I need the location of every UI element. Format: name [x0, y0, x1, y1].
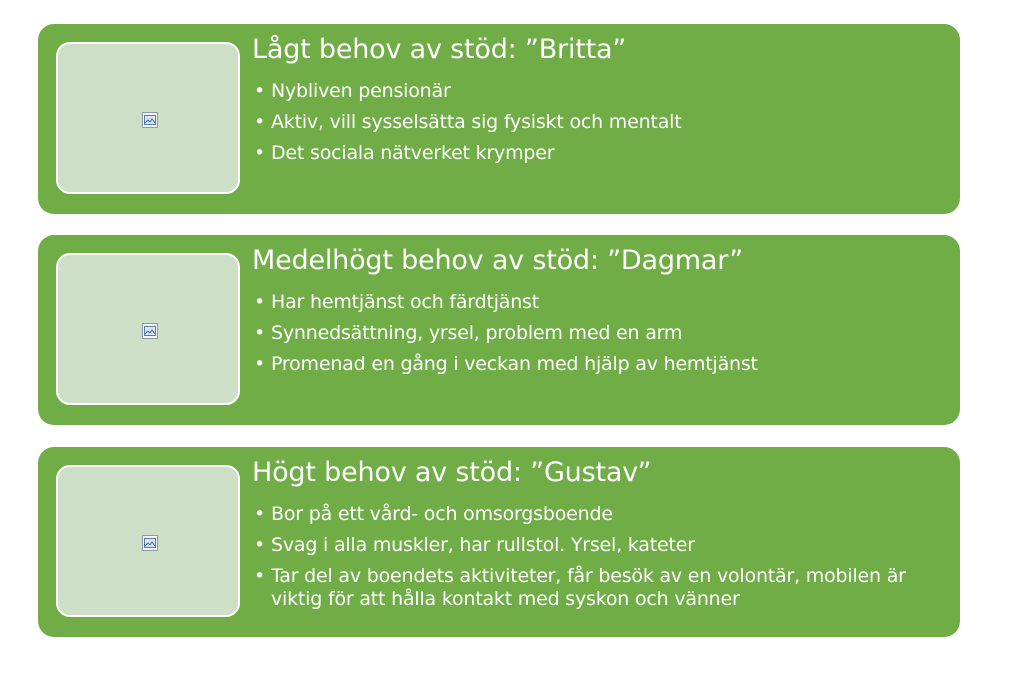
- list-item: • Det sociala nätverket krymper: [252, 142, 952, 165]
- persona-image-placeholder: [56, 253, 240, 405]
- persona-bullet-list: [252, 291, 952, 384]
- list-item: • Nybliven pensionär: [252, 80, 952, 103]
- persona-bullet-list: [252, 80, 952, 173]
- persona-panel-gustav: [38, 447, 960, 637]
- broken-image-icon: [142, 535, 158, 551]
- persona-image-placeholder: [56, 42, 240, 194]
- persona-panel-britta: [38, 24, 960, 214]
- list-item: • Synnedsättning, yrsel, problem med en arm: [252, 322, 952, 345]
- list-item: • Aktiv, vill sysselsätta sig fysiskt och mentalt: [252, 111, 952, 134]
- broken-image-icon: [142, 323, 158, 339]
- persona-title: Medelhögt behov av stöd: ”Dagmar”: [252, 245, 744, 276]
- persona-panel-dagmar: [38, 235, 960, 425]
- list-item: • Har hemtjänst och färdtjänst: [252, 291, 952, 314]
- persona-image-placeholder: [56, 465, 240, 617]
- list-item: • Promenad en gång i veckan med hjälp av hemtjänst: [252, 353, 952, 376]
- broken-image-icon: [142, 112, 158, 128]
- list-item: • Tar del av boendets aktiviteter, får besök av en volontär, mobilen är viktig för att hålla kontakt med syskon och vänner: [252, 565, 952, 611]
- persona-title: Högt behov av stöd: ”Gustav”: [252, 457, 652, 488]
- list-item: • Bor på ett vård- och omsorgsboende: [252, 503, 952, 526]
- persona-title: Lågt behov av stöd: ”Britta”: [252, 34, 627, 65]
- list-item: • Svag i alla muskler, har rullstol. Yrsel, kateter: [252, 534, 952, 557]
- persona-bullet-list: [252, 503, 952, 619]
